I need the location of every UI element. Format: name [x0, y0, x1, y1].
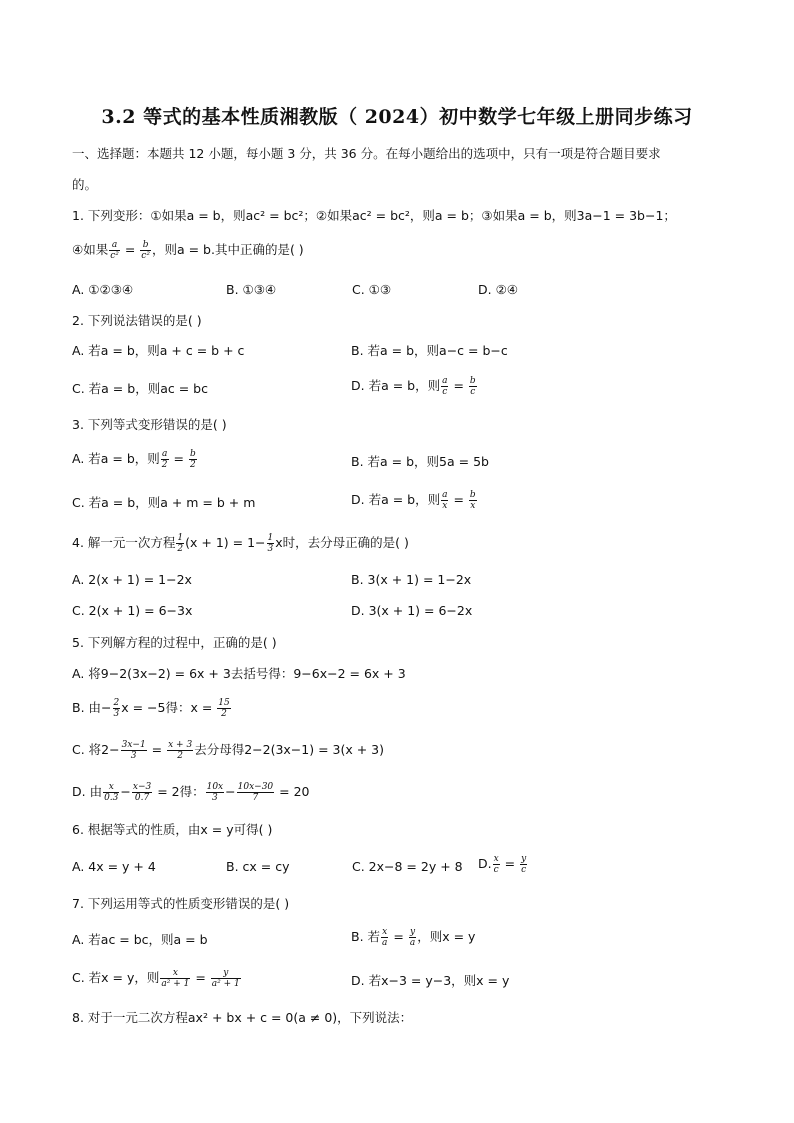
- numerator: y: [211, 968, 241, 979]
- q3-option-a: [72, 449, 198, 470]
- equals: =: [147, 742, 167, 757]
- denominator: c²: [110, 251, 119, 261]
- denominator: 3: [113, 709, 120, 719]
- q2-option-a: A. 若a = b，则a + c = b + c: [72, 343, 245, 358]
- denominator: 2: [177, 544, 184, 554]
- q6-option-d: [478, 854, 528, 875]
- equals: =: [449, 378, 468, 393]
- denominator: a: [409, 938, 416, 948]
- denominator: x: [470, 501, 476, 511]
- question-4-stem: [72, 533, 409, 554]
- equals: =: [449, 492, 468, 507]
- option-suffix: = 20: [275, 784, 310, 799]
- fraction: [211, 968, 241, 989]
- numerator: 1: [267, 533, 274, 543]
- question-6-stem: 6. 根据等式的性质，由x = y可得( ): [72, 822, 273, 837]
- denominator: 2: [161, 460, 168, 470]
- denominator: 3: [130, 751, 137, 761]
- denominator: 3: [212, 793, 218, 803]
- q2-option-b: B. 若a = b，则a−c = b−c: [351, 343, 508, 358]
- option-prefix: D. 若a = b，则: [351, 378, 441, 393]
- q4-option-a: A. 2(x + 1) = 1−2x: [72, 572, 192, 587]
- page-title: 3.2 等式的基本性质湘教版（ 2024）初中数学七年级上册同步练习: [101, 106, 693, 128]
- section-heading-line1: 一、选择题：本题共 12 小题，每小题 3 分，共 36 分。在每小题给出的选项中，只有一项是符合题目要求: [72, 146, 661, 161]
- numerator: a: [161, 449, 168, 459]
- numerator: a: [442, 490, 448, 500]
- denominator: c: [521, 865, 527, 875]
- q5-option-b: [72, 698, 232, 719]
- stem-prefix: 4. 解一元一次方程: [72, 535, 176, 550]
- fraction: [409, 927, 416, 948]
- q4-option-b: B. 3(x + 1) = 1−2x: [351, 572, 472, 587]
- fraction: [176, 533, 184, 554]
- q1-option-a: A. ①②③④: [72, 282, 134, 297]
- denominator: 2: [221, 709, 227, 719]
- denominator: c: [442, 387, 448, 397]
- denominator: 0.3: [104, 793, 119, 803]
- fraction: [441, 376, 448, 397]
- numerator: 2: [113, 698, 120, 708]
- question-1-line1: 1. 下列变形：①如果a = b，则ac² = bc²；②如果ac² = bc²，则a = b；③如果a = b，则3a−1 = 3b−1；: [72, 208, 676, 223]
- q3-option-d: [351, 490, 478, 511]
- q2-option-d: [351, 376, 478, 397]
- q5-option-d: [72, 782, 309, 803]
- numerator: 1: [177, 533, 184, 543]
- question-7-stem: 7. 下列运用等式的性质变形错误的是( ): [72, 896, 290, 911]
- denominator: a² + 1: [211, 979, 240, 989]
- q1-option-c: C. ①③: [352, 282, 392, 297]
- option-prefix: A. 若a = b，则: [72, 451, 160, 466]
- fraction: [441, 490, 448, 511]
- question-2-stem: 2. 下列说法错误的是( ): [72, 313, 202, 328]
- option-prefix: B. 由−: [72, 700, 112, 715]
- option-prefix: D. 由: [72, 784, 103, 799]
- q7-option-a: A. 若ac = bc，则a = b: [72, 932, 208, 947]
- option-middle: = 2得：: [153, 784, 205, 799]
- denominator: c: [470, 387, 476, 397]
- fraction: [109, 240, 120, 261]
- option-prefix: D. 若a = b，则: [351, 492, 441, 507]
- numerator: 10x−30: [237, 782, 274, 792]
- denominator: 2: [177, 751, 184, 761]
- numerator: 3x−1: [121, 740, 146, 750]
- denominator: x: [442, 501, 448, 511]
- denominator: c²: [141, 251, 150, 261]
- q7-option-d: D. 若x−3 = y−3，则x = y: [351, 973, 510, 988]
- fraction: [103, 782, 119, 803]
- numerator: x: [160, 968, 190, 979]
- fraction: [237, 782, 275, 803]
- equals: =: [191, 970, 210, 985]
- fraction: [160, 968, 190, 989]
- fraction: [493, 854, 500, 875]
- q2-option-c: C. 若a = b，则ac = bc: [72, 381, 208, 396]
- denominator: a² + 1: [161, 979, 190, 989]
- numerator: y: [409, 927, 416, 937]
- numerator: a: [109, 240, 120, 251]
- minus: −: [225, 784, 236, 799]
- question-8-stem: 8. 对于一元二次方程ax² + bx + c = 0(a ≠ 0)，下列说法：: [72, 1010, 413, 1025]
- fraction: [381, 927, 388, 948]
- equals: =: [389, 929, 408, 944]
- q1-prefix: ④如果: [72, 242, 109, 257]
- q3-option-c: C. 若a = b，则a + m = b + m: [72, 495, 256, 510]
- numerator: b: [469, 490, 476, 500]
- option-prefix: C. 将2−: [72, 742, 120, 757]
- numerator: x: [382, 927, 388, 937]
- fraction: [217, 698, 230, 719]
- option-middle: x = −5得：x =: [121, 700, 217, 715]
- q6-option-c: C. 2x−8 = 2y + 8: [352, 859, 463, 874]
- option-suffix: 去分母得2−2(3x−1) = 3(x + 3): [194, 742, 384, 757]
- numerator: a: [442, 376, 448, 386]
- numerator: x: [103, 782, 119, 793]
- option-prefix: C. 若x = y，则: [72, 970, 160, 985]
- fraction: [469, 490, 477, 511]
- q1-option-d: D. ②④: [478, 282, 518, 297]
- numerator: y: [521, 854, 527, 864]
- question-5-stem: 5. 下列解方程的过程中，正确的是( ): [72, 635, 277, 650]
- fraction: [121, 740, 147, 761]
- denominator: a: [382, 938, 388, 948]
- fraction: [132, 782, 152, 803]
- q4-option-d: D. 3(x + 1) = 6−2x: [351, 603, 473, 618]
- numerator: 15: [218, 698, 230, 708]
- fraction: [140, 240, 151, 261]
- q4-option-c: C. 2(x + 1) = 6−3x: [72, 603, 193, 618]
- q1-option-b: B. ①③④: [226, 282, 277, 297]
- fraction: [189, 449, 197, 470]
- q7-option-c: [72, 968, 242, 989]
- fraction: [469, 376, 477, 397]
- q7-option-b: [351, 927, 475, 948]
- q3-option-b: B. 若a = b，则5a = 5b: [351, 454, 489, 469]
- numerator: x + 3: [168, 740, 193, 750]
- denominator: c: [493, 865, 499, 875]
- q5-option-c: [72, 740, 384, 761]
- denominator: 2: [189, 460, 196, 470]
- q1-suffix: ，则a = b.其中正确的是( ): [151, 242, 304, 257]
- numerator: x: [493, 854, 499, 864]
- stem-suffix: x时，去分母正确的是( ): [275, 535, 409, 550]
- numerator: b: [140, 240, 151, 251]
- fraction: [167, 740, 193, 761]
- fraction: [113, 698, 121, 719]
- fraction: [206, 782, 225, 803]
- option-suffix: ，则x = y: [417, 929, 476, 944]
- numerator: b: [469, 376, 476, 386]
- option-prefix: D.: [478, 856, 492, 871]
- q6-option-a: A. 4x = y + 4: [72, 859, 156, 874]
- q6-option-b: B. cx = cy: [226, 859, 290, 874]
- minus: −: [120, 784, 131, 799]
- fraction: [520, 854, 527, 875]
- fraction: [161, 449, 169, 470]
- numerator: x−3: [132, 782, 152, 792]
- equals: =: [500, 856, 520, 871]
- denominator: 0.7: [134, 793, 150, 803]
- equals: =: [120, 242, 140, 257]
- denominator: 7: [252, 793, 259, 803]
- question-1-line2: [72, 240, 304, 261]
- section-heading-line2: 的。: [72, 177, 98, 192]
- denominator: 3: [267, 544, 274, 554]
- question-3-stem: 3. 下列等式变形错误的是( ): [72, 417, 227, 432]
- equals: =: [169, 451, 188, 466]
- stem-middle: (x + 1) = 1−: [185, 535, 266, 550]
- q5-option-a: A. 将9−2(3x−2) = 6x + 3去括号得：9−6x−2 = 6x + 3: [72, 666, 406, 681]
- numerator: 10x: [206, 782, 224, 792]
- option-prefix: B. 若: [351, 929, 381, 944]
- fraction: [267, 533, 275, 554]
- numerator: b: [189, 449, 196, 459]
